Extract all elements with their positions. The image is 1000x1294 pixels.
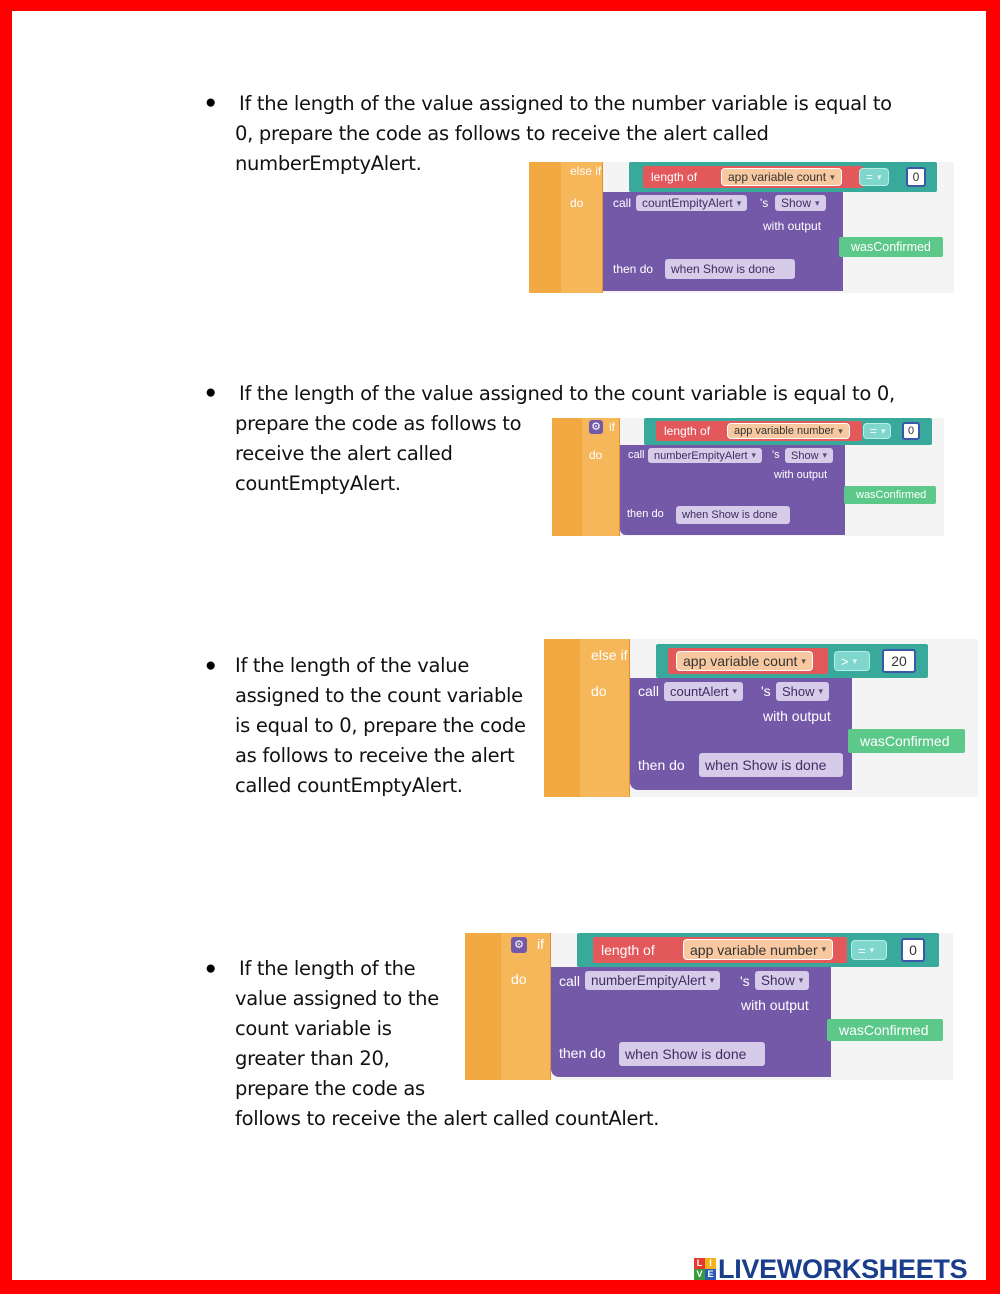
with-output-label: with output bbox=[763, 219, 822, 233]
logo-text: LIVEWORKSHEETS bbox=[718, 1253, 968, 1284]
component-dropdown[interactable]: countEmpityAlert ▾ bbox=[636, 195, 747, 211]
operator-dropdown[interactable]: = ▾ bbox=[851, 940, 887, 960]
possessive-label: 's bbox=[740, 973, 750, 989]
liveworksheets-logo bbox=[694, 1254, 967, 1284]
component-dropdown[interactable]: countAlert ▾ bbox=[664, 682, 743, 701]
code-blocks-image bbox=[465, 933, 953, 1080]
else-if-keyword: else if bbox=[591, 647, 628, 663]
operator-dropdown[interactable]: = ▾ bbox=[859, 168, 889, 186]
with-output-label: with output bbox=[774, 469, 828, 481]
length-of-label: length of bbox=[664, 424, 711, 438]
output-block: wasConfirmed bbox=[827, 1019, 943, 1041]
possessive-label: 's bbox=[761, 683, 771, 699]
then-do-keyword: then do bbox=[638, 757, 685, 773]
output-block: wasConfirmed bbox=[848, 729, 965, 753]
output-block: wasConfirmed bbox=[839, 237, 943, 257]
call-keyword: call bbox=[559, 973, 581, 989]
output-block: wasConfirmed bbox=[844, 486, 936, 504]
number-input[interactable]: 20 bbox=[882, 649, 916, 673]
code-blocks-image bbox=[544, 639, 978, 797]
logo-mark: L I V E bbox=[694, 1258, 716, 1280]
instruction-text: If the length of the value assigned to the count variable is equal to 0, prepare the code as follows to receive the alert called countEmptyAlert. bbox=[235, 654, 526, 797]
event-block: when Show is done bbox=[619, 1042, 765, 1066]
gear-icon[interactable]: ⚙ bbox=[589, 420, 603, 434]
operator-dropdown[interactable]: > ▾ bbox=[834, 651, 870, 671]
length-of-label: length of bbox=[651, 170, 698, 184]
instruction-text: If the length of the value assigned to the count variable is equal to 0, prepare the code as follows to receive the alert called countEmptyAlert. bbox=[235, 382, 895, 495]
event-block: when Show is done bbox=[665, 259, 795, 279]
method-dropdown[interactable]: Show ▾ bbox=[755, 971, 809, 990]
do-keyword: do bbox=[570, 196, 584, 210]
then-do-keyword: then do bbox=[559, 1045, 606, 1061]
variable-dropdown[interactable]: app variable count ▾ bbox=[721, 168, 842, 186]
method-dropdown[interactable]: Show ▾ bbox=[785, 448, 833, 463]
else-if-keyword: else if bbox=[570, 164, 602, 178]
number-input[interactable]: 0 bbox=[906, 167, 926, 187]
bullet: ● bbox=[205, 958, 217, 979]
if-keyword: if bbox=[609, 420, 615, 434]
event-block: when Show is done bbox=[699, 753, 843, 777]
do-keyword: do bbox=[511, 971, 527, 987]
with-output-label: with output bbox=[763, 708, 831, 724]
number-input[interactable]: 0 bbox=[901, 938, 925, 962]
possessive-label: 's bbox=[772, 449, 780, 461]
variable-dropdown[interactable]: app variable number ▾ bbox=[683, 939, 833, 960]
variable-dropdown[interactable]: app variable count ▾ bbox=[676, 651, 813, 671]
then-do-keyword: then do bbox=[627, 508, 664, 520]
method-dropdown[interactable]: Show ▾ bbox=[776, 682, 829, 701]
with-output-label: with output bbox=[741, 997, 809, 1013]
bullet: ● bbox=[205, 382, 217, 403]
call-keyword: call bbox=[628, 449, 645, 461]
number-input[interactable]: 0 bbox=[902, 422, 920, 440]
do-keyword: do bbox=[589, 448, 603, 462]
instruction-text: If the length of the value assigned to the count variable is greater than 20, prepare the code as follows to receive the alert called countAlert. bbox=[235, 957, 660, 1130]
component-dropdown[interactable]: numberEmpityAlert ▾ bbox=[648, 448, 762, 463]
then-do-keyword: then do bbox=[613, 262, 654, 276]
call-keyword: call bbox=[638, 683, 660, 699]
call-keyword: call bbox=[613, 196, 632, 210]
gear-icon[interactable]: ⚙ bbox=[511, 937, 527, 953]
event-block: when Show is done bbox=[676, 506, 790, 524]
operator-dropdown[interactable]: = ▾ bbox=[863, 423, 891, 439]
possessive-label: 's bbox=[760, 196, 769, 210]
method-dropdown[interactable]: Show ▾ bbox=[775, 195, 826, 211]
instruction-text: If the length of the value assigned to the number variable is equal to 0, prepare the code as follows to receive the alert called numberEmptyAlert. bbox=[235, 92, 892, 175]
bullet: ● bbox=[205, 92, 217, 113]
length-of-label: length of bbox=[601, 942, 655, 958]
component-dropdown[interactable]: numberEmpityAlert ▾ bbox=[585, 971, 720, 990]
do-keyword: do bbox=[591, 683, 607, 699]
variable-dropdown[interactable]: app variable number ▾ bbox=[727, 423, 850, 439]
code-blocks-image bbox=[529, 162, 954, 293]
code-blocks-image bbox=[552, 418, 944, 536]
if-keyword: if bbox=[537, 936, 544, 952]
bullet: ● bbox=[205, 655, 217, 676]
